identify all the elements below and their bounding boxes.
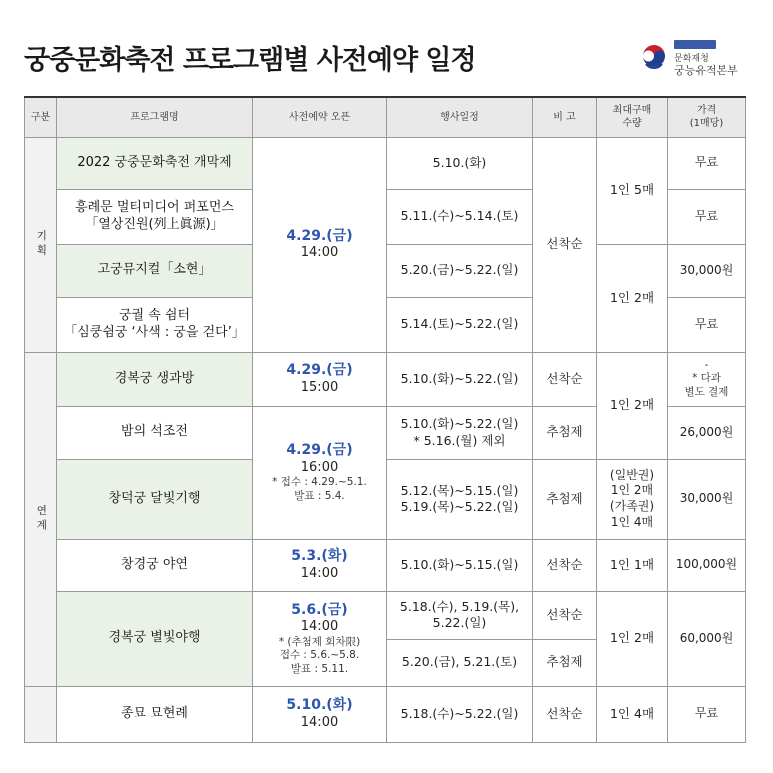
program-name: 흥례문 멀티미디어 퍼포먼스 「열상진원(列上眞源)」 bbox=[57, 189, 253, 244]
open-time: 16:00 bbox=[300, 459, 339, 475]
open-cell bbox=[253, 352, 387, 406]
open-note: * (추첨제 회차限) bbox=[278, 635, 361, 648]
price-cell: 무료 bbox=[668, 297, 746, 352]
schedule-cell: 5.18.(수), 5.19.(목), 5.22.(일) bbox=[387, 591, 533, 639]
price-cell: 100,000원 bbox=[668, 539, 746, 591]
open-date: 4.29.(금) bbox=[286, 227, 353, 244]
logo-tag bbox=[674, 40, 716, 49]
category-planned: 기획 bbox=[25, 137, 57, 352]
open-cell bbox=[253, 686, 387, 742]
schedule-cell: 5.18.(수)~5.22.(일) bbox=[387, 686, 533, 742]
max-cell: (일반권) 1인 2매 (가족권) 1인 4매 bbox=[597, 459, 668, 539]
open-date: 4.29.(금) bbox=[286, 442, 353, 459]
table-row bbox=[25, 686, 746, 742]
price-cell: 무료 bbox=[668, 189, 746, 244]
table-row bbox=[25, 352, 746, 406]
header-price: 가격 (1매당) bbox=[668, 97, 746, 137]
open-time: 14:00 bbox=[300, 245, 339, 261]
open-cell bbox=[253, 539, 387, 591]
open-note: * 접수 : 4.29.~5.1. bbox=[272, 476, 367, 489]
schedule-cell: 5.10.(화) bbox=[387, 137, 533, 189]
schedule-cell: 5.20.(금)~5.22.(일) bbox=[387, 244, 533, 297]
open-time: 15:00 bbox=[300, 379, 339, 395]
schedule-table bbox=[24, 96, 746, 743]
program-name: 2022 궁중문화축전 개막제 bbox=[57, 137, 253, 189]
org-logo bbox=[638, 40, 758, 76]
table-row bbox=[25, 137, 746, 189]
note-cell: 선착순 bbox=[533, 591, 597, 639]
header-row bbox=[25, 97, 746, 137]
table-row bbox=[25, 539, 746, 591]
category-linked: 연계 bbox=[25, 352, 57, 686]
header-program: 프로그램명 bbox=[57, 97, 253, 137]
logo-org-line2: 궁능유적본부 bbox=[674, 64, 738, 77]
note-cell: 선착순 bbox=[533, 539, 597, 591]
open-time: 14:00 bbox=[300, 714, 339, 730]
open-time: 14:00 bbox=[300, 618, 339, 634]
price-cell: 26,000원 bbox=[668, 406, 746, 459]
header-category: 구분 bbox=[25, 97, 57, 137]
open-note: 접수 : 5.6.~5.8. bbox=[279, 649, 360, 662]
schedule-cell: 5.10.(화)~5.22.(일) * 5.16.(월) 제외 bbox=[387, 406, 533, 459]
program-name: 고궁뮤지컬「소현」 bbox=[57, 244, 253, 297]
price-cell: 30,000원 bbox=[668, 459, 746, 539]
price-cell: - * 다과 별도 결제 bbox=[668, 352, 746, 406]
open-cell bbox=[253, 591, 387, 686]
program-name: 종묘 묘현례 bbox=[57, 686, 253, 742]
program-name: 궁궐 속 쉼터 「심쿵쉼궁 ‘사색 : 궁을 걷다’」 bbox=[57, 297, 253, 352]
korea-gov-emblem-icon bbox=[638, 42, 670, 74]
open-date: 5.6.(금) bbox=[291, 601, 348, 618]
open-date: 4.29.(금) bbox=[286, 362, 353, 379]
price-cell: 무료 bbox=[668, 686, 746, 742]
price-cell: 30,000원 bbox=[668, 244, 746, 297]
category-linked-cont bbox=[25, 686, 57, 742]
open-date: 5.10.(화) bbox=[286, 697, 353, 714]
schedule-cell: 5.14.(토)~5.22.(일) bbox=[387, 297, 533, 352]
max-cell: 1인 5매 bbox=[597, 137, 668, 244]
program-name: 창덕궁 달빛기행 bbox=[57, 459, 253, 539]
header-schedule: 행사일정 bbox=[387, 97, 533, 137]
note-cell: 추첨제 bbox=[533, 459, 597, 539]
note-cell: 선착순 bbox=[533, 352, 597, 406]
max-cell: 1인 4매 bbox=[597, 686, 668, 742]
logo-org-line1: 문화재청 bbox=[674, 54, 709, 64]
note-cell: 추첨제 bbox=[533, 406, 597, 459]
price-cell: 무료 bbox=[668, 137, 746, 189]
program-name: 경복궁 별빛야행 bbox=[57, 591, 253, 686]
max-cell: 1인 2매 bbox=[597, 244, 668, 352]
max-cell: 1인 2매 bbox=[597, 591, 668, 686]
schedule-cell: 5.10.(화)~5.22.(일) bbox=[387, 352, 533, 406]
max-cell: 1인 2매 bbox=[597, 352, 668, 459]
header-note: 비 고 bbox=[533, 97, 597, 137]
page-title: 궁중문화축전 프로그램별 사전예약 일정 bbox=[24, 45, 476, 76]
program-name: 창경궁 야연 bbox=[57, 539, 253, 591]
max-cell: 1인 1매 bbox=[597, 539, 668, 591]
open-cell-planned bbox=[253, 137, 387, 352]
schedule-cell: 5.20.(금), 5.21.(토) bbox=[387, 639, 533, 686]
note-cell-planned: 선착순 bbox=[533, 137, 597, 352]
schedule-cell: 5.10.(화)~5.15.(일) bbox=[387, 539, 533, 591]
table-row bbox=[25, 591, 746, 639]
open-cell-linked bbox=[253, 406, 387, 539]
header-open: 사전예약 오픈 bbox=[253, 97, 387, 137]
program-name: 경복궁 생과방 bbox=[57, 352, 253, 406]
price-cell: 60,000원 bbox=[668, 591, 746, 686]
schedule-cell: 5.12.(목)~5.15.(일) 5.19.(목)~5.22.(일) bbox=[387, 459, 533, 539]
header-max: 최대구매 수량 bbox=[597, 97, 668, 137]
open-note: 발표 : 5.4. bbox=[294, 490, 345, 503]
schedule-cell: 5.11.(수)~5.14.(토) bbox=[387, 189, 533, 244]
open-note: 발표 : 5.11. bbox=[290, 662, 349, 675]
note-cell: 선착순 bbox=[533, 686, 597, 742]
program-name: 밤의 석조전 bbox=[57, 406, 253, 459]
note-cell: 추첨제 bbox=[533, 639, 597, 686]
open-date: 5.3.(화) bbox=[291, 548, 348, 565]
open-time: 14:00 bbox=[300, 565, 339, 581]
